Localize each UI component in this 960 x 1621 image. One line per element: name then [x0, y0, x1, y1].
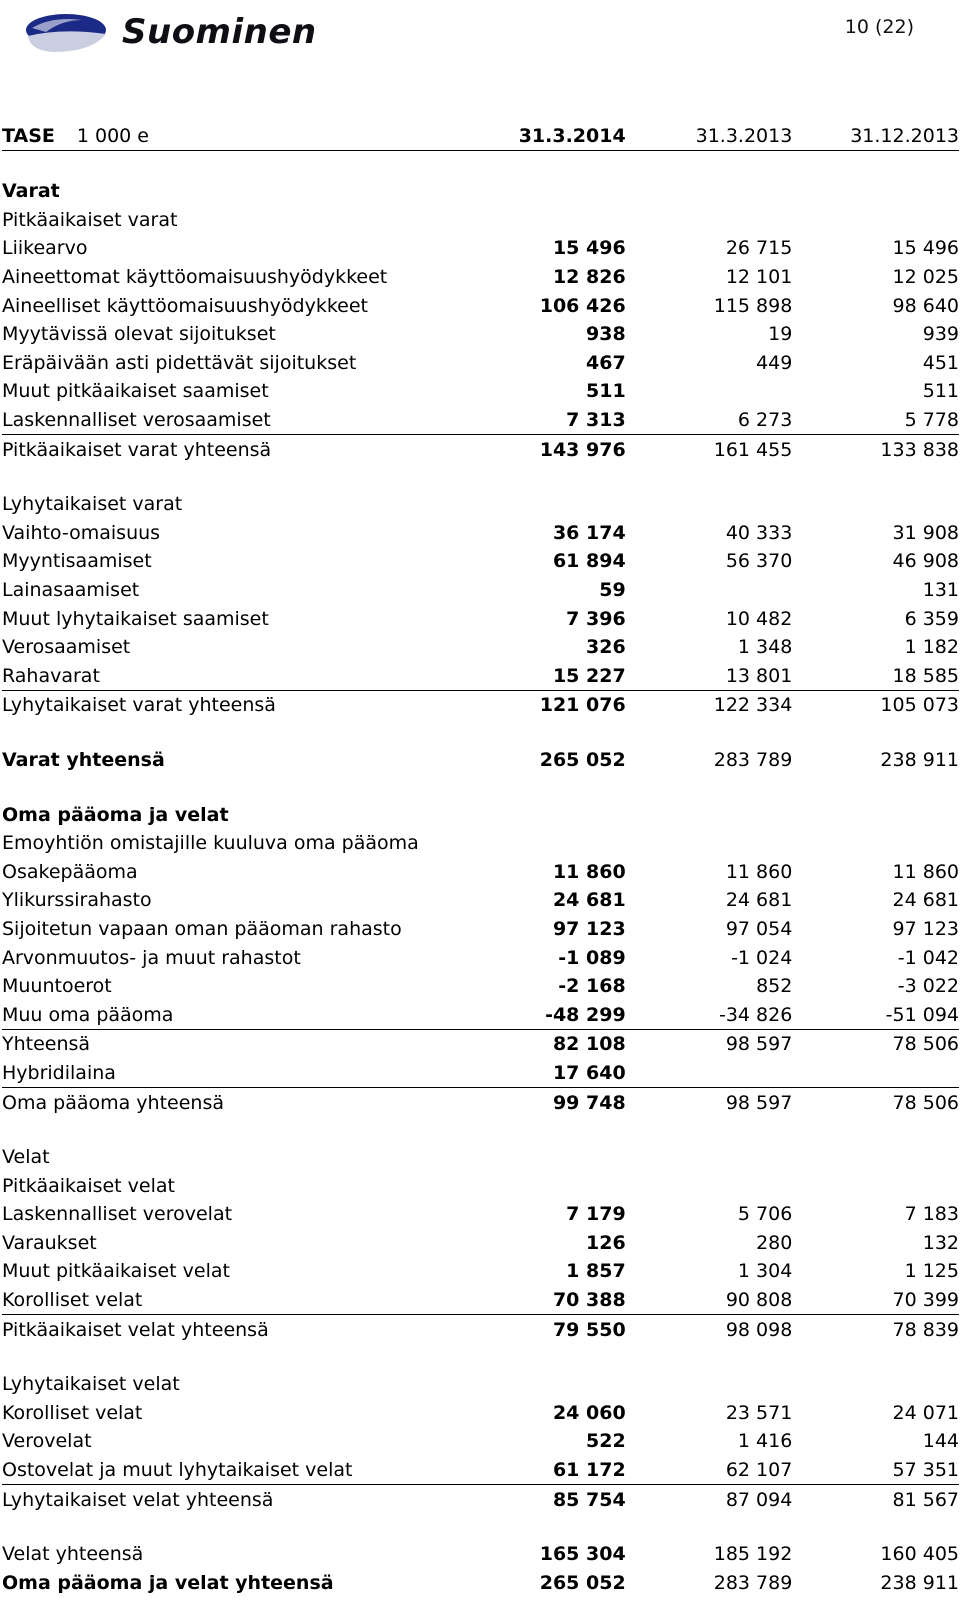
value-cell: [626, 576, 793, 605]
value-cell: 98 597: [725, 1091, 793, 1114]
row-label: Sijoitetun vapaan oman pääoman rahasto: [2, 917, 402, 940]
row-label: Oma pääoma ja velat: [2, 803, 229, 826]
row-label: Korolliset velat: [2, 1286, 483, 1315]
value-cell: [626, 377, 793, 406]
value-cell: [626, 464, 793, 490]
value-cell: [483, 206, 626, 235]
value-cell: 12 101: [725, 266, 793, 289]
row-label: Oma pääoma ja velat yhteensä: [2, 1571, 334, 1594]
value-cell: 87 094: [725, 1488, 793, 1511]
value-cell: 467: [586, 351, 626, 374]
value-cell: [792, 1370, 959, 1399]
value-cell: 7 183: [904, 1203, 959, 1226]
table-row: [2, 1257, 959, 1286]
value-cell: 23 571: [725, 1401, 793, 1424]
value-cell: [626, 206, 793, 235]
table-row: [2, 547, 959, 576]
row-label: Lainasaamiset: [2, 579, 140, 602]
value-cell: [792, 1514, 959, 1540]
table-unit: 1 000 e: [76, 125, 149, 147]
value-cell: 7 179: [566, 1203, 626, 1226]
table-row: [2, 206, 959, 235]
row-label: Lyhytaikaiset velat: [2, 1373, 180, 1396]
row-label: Eräpäivään asti pidettävät sijoitukset: [2, 351, 357, 374]
value-cell: 26 715: [725, 237, 793, 260]
row-label: Lyhytaikaiset varat: [2, 493, 183, 516]
value-cell: 283 789: [713, 748, 793, 771]
value-cell: 144: [922, 1430, 959, 1453]
value-cell: [792, 774, 959, 800]
value-cell: 97 054: [725, 917, 793, 940]
table-title-cell: [2, 122, 483, 151]
row-label: Muuntoerot: [2, 975, 112, 998]
value-cell: 326: [586, 636, 626, 659]
row-label: Yhteensä: [2, 1033, 91, 1056]
value-cell: 511: [586, 380, 626, 403]
table-row: [2, 1143, 959, 1172]
row-label: Emoyhtiön omistajille kuuluva oma pääoma: [2, 832, 419, 855]
value-cell: [483, 774, 626, 800]
value-cell: 82 108: [552, 1033, 626, 1056]
row-label: Pitkäaikaiset varat: [2, 208, 178, 231]
value-cell: [626, 490, 793, 519]
value-cell: 90 808: [626, 1286, 793, 1315]
row-label: [2, 720, 483, 746]
value-cell: [792, 464, 959, 490]
value-cell: 11 860: [552, 860, 626, 883]
value-cell: [792, 206, 959, 235]
value-cell: [626, 1117, 793, 1143]
spacer-row: [2, 1514, 959, 1540]
value-cell: [792, 829, 959, 858]
table-row: [2, 1000, 959, 1029]
value-cell: 1 304: [737, 1260, 793, 1283]
value-cell: 11 860: [725, 860, 793, 883]
value-cell: 449: [756, 351, 793, 374]
row-label: [2, 1117, 483, 1143]
value-cell: 78 506: [892, 1091, 959, 1114]
value-cell: 98 098: [725, 1318, 793, 1341]
row-label: Laskennalliset verosaamiset: [2, 406, 483, 435]
value-cell: 6 359: [904, 607, 959, 630]
value-cell: [792, 720, 959, 746]
value-cell: [792, 1171, 959, 1200]
table-row: [2, 177, 959, 206]
table-row: [2, 829, 959, 858]
column-header: 31.3.2014: [483, 122, 626, 151]
page-header: [0, 0, 960, 80]
table-row: [2, 291, 959, 320]
value-cell: [483, 720, 626, 746]
value-cell: [483, 1171, 626, 1200]
row-label: Muut lyhytaikaiset saamiset: [2, 607, 269, 630]
row-label: Laskennalliset verovelat: [2, 1203, 233, 1226]
value-cell: 10 482: [725, 607, 793, 630]
table-title: TASE: [2, 125, 55, 147]
value-cell: 7 396: [566, 607, 626, 630]
value-cell: 15 496: [552, 237, 626, 260]
value-cell: -51 094: [792, 1000, 959, 1029]
value-cell: 132: [922, 1231, 959, 1254]
value-cell: -3 022: [897, 975, 959, 998]
row-label: Pitkäaikaiset varat yhteensä: [2, 438, 272, 461]
value-cell: [483, 1370, 626, 1399]
row-label: Varat: [2, 180, 60, 203]
value-cell: 24 071: [892, 1401, 959, 1424]
table-row: [2, 915, 959, 944]
row-label: Vaihto-omaisuus: [2, 521, 161, 544]
value-cell: 81 567: [892, 1488, 959, 1511]
value-cell: 1 857: [566, 1260, 626, 1283]
row-label: Arvonmuutos- ja muut rahastot: [2, 946, 301, 969]
value-cell: 78 839: [892, 1318, 959, 1341]
company-logo: [22, 6, 362, 58]
table-row: [2, 800, 959, 829]
table-row: [2, 406, 959, 435]
row-label: [2, 464, 483, 490]
row-label: Lyhytaikaiset velat yhteensä: [2, 1488, 274, 1511]
table-row: [2, 691, 959, 720]
value-cell: 165 304: [539, 1543, 626, 1566]
table-row: [2, 943, 959, 972]
value-cell: 1 348: [737, 636, 793, 659]
table-row: [2, 263, 959, 292]
value-cell: 938: [586, 323, 626, 346]
value-cell: [792, 490, 959, 519]
value-cell: -2 168: [558, 975, 626, 998]
value-cell: 238 911: [880, 1571, 959, 1594]
value-cell: 238 911: [880, 748, 959, 771]
row-label: Oma pääoma yhteensä: [2, 1091, 225, 1114]
value-cell: 105 073: [880, 694, 959, 717]
value-cell: 121 076: [539, 694, 626, 717]
value-cell: 59: [599, 579, 626, 602]
value-cell: 70 388: [483, 1286, 626, 1315]
table-row: [2, 1427, 959, 1456]
row-label: Varat yhteensä: [2, 748, 165, 771]
row-label: Velat yhteensä: [2, 1543, 144, 1566]
value-cell: -34 826: [626, 1000, 793, 1029]
table-row: [2, 1569, 959, 1598]
value-cell: 106 426: [539, 294, 626, 317]
value-cell: 62 107: [626, 1456, 793, 1485]
row-label: Aineelliset käyttöomaisuushyödykkeet: [2, 294, 369, 317]
value-cell: 160 405: [880, 1543, 959, 1566]
value-cell: [626, 1171, 793, 1200]
table-row: [2, 746, 959, 775]
table-row: [2, 519, 959, 548]
value-cell: 17 640: [483, 1059, 626, 1088]
value-cell: 122 334: [713, 694, 793, 717]
table-row: [2, 886, 959, 915]
value-cell: 6 273: [626, 406, 793, 435]
value-cell: [792, 1143, 959, 1172]
value-cell: 283 789: [713, 1571, 793, 1594]
company-name: Suominen: [122, 12, 317, 52]
value-cell: 852: [756, 975, 793, 998]
table-row: [2, 435, 959, 464]
table-row: [2, 1200, 959, 1229]
value-cell: 12 826: [552, 266, 626, 289]
value-cell: 97 123: [892, 917, 959, 940]
value-cell: 24 681: [552, 889, 626, 912]
table-row: [2, 234, 959, 263]
value-cell: 511: [922, 380, 959, 403]
row-label: [2, 1344, 483, 1370]
table-row: [2, 1286, 959, 1315]
row-label: Hybridilaina: [2, 1059, 483, 1088]
row-label: Muut pitkäaikaiset velat: [2, 1260, 230, 1283]
table-row: [2, 1399, 959, 1428]
table-row: [2, 1088, 959, 1117]
value-cell: -1 089: [558, 946, 626, 969]
value-cell: [483, 464, 626, 490]
value-cell: 12 025: [892, 266, 959, 289]
table-row: [2, 633, 959, 662]
table-row: [2, 1059, 959, 1088]
value-cell: 5 778: [792, 406, 959, 435]
spacer-row: [2, 774, 959, 800]
value-cell: -1 024: [731, 946, 793, 969]
value-cell: 24 681: [725, 889, 793, 912]
spacer-row: [2, 1344, 959, 1370]
table-row: [2, 662, 959, 691]
value-cell: 522: [586, 1430, 626, 1453]
value-cell: 939: [922, 323, 959, 346]
value-cell: [626, 1370, 793, 1399]
row-label: Osakepääoma: [2, 860, 138, 883]
value-cell: 7 313: [483, 406, 626, 435]
value-cell: 265 052: [539, 1571, 626, 1594]
row-label: Aineettomat käyttöomaisuushyödykkeet: [2, 266, 388, 289]
value-cell: 143 976: [539, 438, 626, 461]
table-row: [2, 972, 959, 1001]
value-cell: 185 192: [713, 1543, 793, 1566]
table-row: [2, 576, 959, 605]
column-header: 31.3.2013: [626, 122, 793, 151]
value-cell: 5 706: [737, 1203, 793, 1226]
table-row: [2, 490, 959, 519]
row-label: Rahavarat: [2, 662, 483, 691]
row-label: Varaukset: [2, 1231, 97, 1254]
value-cell: [792, 1344, 959, 1370]
table-row: [2, 320, 959, 349]
value-cell: [483, 1143, 626, 1172]
value-cell: 61 172: [483, 1456, 626, 1485]
value-cell: [792, 800, 959, 829]
value-cell: 265 052: [539, 748, 626, 771]
value-cell: 11 860: [892, 860, 959, 883]
logo-swoosh-icon: [22, 6, 122, 58]
table-row: [2, 1229, 959, 1258]
row-label: Myytävissä olevat sijoitukset: [2, 323, 276, 346]
spacer-row: [2, 464, 959, 490]
value-cell: 1 416: [737, 1430, 793, 1453]
row-label: Muu oma pääoma: [2, 1000, 483, 1029]
value-cell: 18 585: [792, 662, 959, 691]
value-cell: 115 898: [713, 294, 793, 317]
row-label: Muut pitkäaikaiset saamiset: [2, 380, 269, 403]
value-cell: -1 042: [897, 946, 959, 969]
value-cell: 1 125: [904, 1260, 959, 1283]
value-cell: [626, 1059, 793, 1088]
value-cell: 13 801: [626, 662, 793, 691]
balance-sheet-table: [2, 122, 959, 1597]
row-label: Velat: [2, 1146, 50, 1169]
row-label: Pitkäaikaiset velat: [2, 1174, 175, 1197]
value-cell: 99 748: [552, 1091, 626, 1114]
value-cell: 31 908: [892, 521, 959, 544]
value-cell: 78 506: [892, 1033, 959, 1056]
value-cell: 61 894: [552, 550, 626, 573]
value-cell: [626, 720, 793, 746]
value-cell: [792, 1059, 959, 1088]
table-row: [2, 1370, 959, 1399]
table-row: [2, 377, 959, 406]
value-cell: [626, 1143, 793, 1172]
value-cell: 70 399: [792, 1286, 959, 1315]
table-row: [2, 1456, 959, 1485]
value-cell: [483, 800, 626, 829]
row-label: Ylikurssirahasto: [2, 889, 152, 912]
value-cell: 451: [922, 351, 959, 374]
value-cell: 19: [768, 323, 793, 346]
value-cell: [483, 1117, 626, 1143]
row-label: Korolliset velat: [2, 1401, 143, 1424]
row-label: Ostovelat ja muut lyhytaikaiset velat: [2, 1456, 483, 1485]
value-cell: [626, 774, 793, 800]
value-cell: [626, 1344, 793, 1370]
table-header-row: [2, 122, 959, 151]
value-cell: 40 333: [725, 521, 793, 544]
value-cell: 126: [586, 1231, 626, 1254]
value-cell: [626, 1514, 793, 1540]
value-cell: [626, 177, 793, 206]
row-label: Verosaamiset: [2, 636, 131, 659]
value-cell: 131: [922, 579, 959, 602]
value-cell: 15 227: [483, 662, 626, 691]
value-cell: 280: [756, 1231, 793, 1254]
value-cell: [483, 1344, 626, 1370]
table-row: [2, 1315, 959, 1344]
value-cell: 161 455: [713, 438, 793, 461]
table-row: [2, 349, 959, 378]
value-cell: 24 681: [892, 889, 959, 912]
value-cell: [483, 1514, 626, 1540]
value-cell: 98 640: [892, 294, 959, 317]
table-row: [2, 1030, 959, 1059]
value-cell: [626, 800, 793, 829]
row-label: [2, 1514, 483, 1540]
value-cell: [792, 177, 959, 206]
value-cell: 57 351: [792, 1456, 959, 1485]
row-label: Verovelat: [2, 1430, 92, 1453]
value-cell: [483, 829, 626, 858]
value-cell: [483, 490, 626, 519]
value-cell: 24 060: [552, 1401, 626, 1424]
row-label: [2, 774, 483, 800]
spacer-row: [2, 1117, 959, 1143]
value-cell: 1 182: [904, 636, 959, 659]
row-label: Liikearvo: [2, 237, 88, 260]
table-row: [2, 604, 959, 633]
spacer-row: [2, 151, 959, 178]
value-cell: 133 838: [880, 438, 959, 461]
value-cell: 15 496: [892, 237, 959, 260]
table-row: [2, 1171, 959, 1200]
value-cell: 79 550: [552, 1318, 626, 1341]
value-cell: [792, 1117, 959, 1143]
value-cell: [626, 829, 793, 858]
value-cell: 97 123: [552, 917, 626, 940]
row-label: Pitkäaikaiset velat yhteensä: [2, 1318, 269, 1341]
column-header: 31.12.2013: [792, 122, 959, 151]
row-label: Lyhytaikaiset varat yhteensä: [2, 694, 276, 717]
value-cell: [483, 177, 626, 206]
table-row: [2, 1540, 959, 1569]
value-cell: -48 299: [483, 1000, 626, 1029]
row-label: Myyntisaamiset: [2, 550, 152, 573]
value-cell: 98 597: [725, 1033, 793, 1056]
spacer-row: [2, 720, 959, 746]
table-row: [2, 857, 959, 886]
table-row: [2, 1485, 959, 1514]
value-cell: 46 908: [892, 550, 959, 573]
value-cell: 36 174: [552, 521, 626, 544]
page-number: 10 (22): [844, 16, 914, 38]
value-cell: 85 754: [552, 1488, 626, 1511]
value-cell: 56 370: [725, 550, 793, 573]
